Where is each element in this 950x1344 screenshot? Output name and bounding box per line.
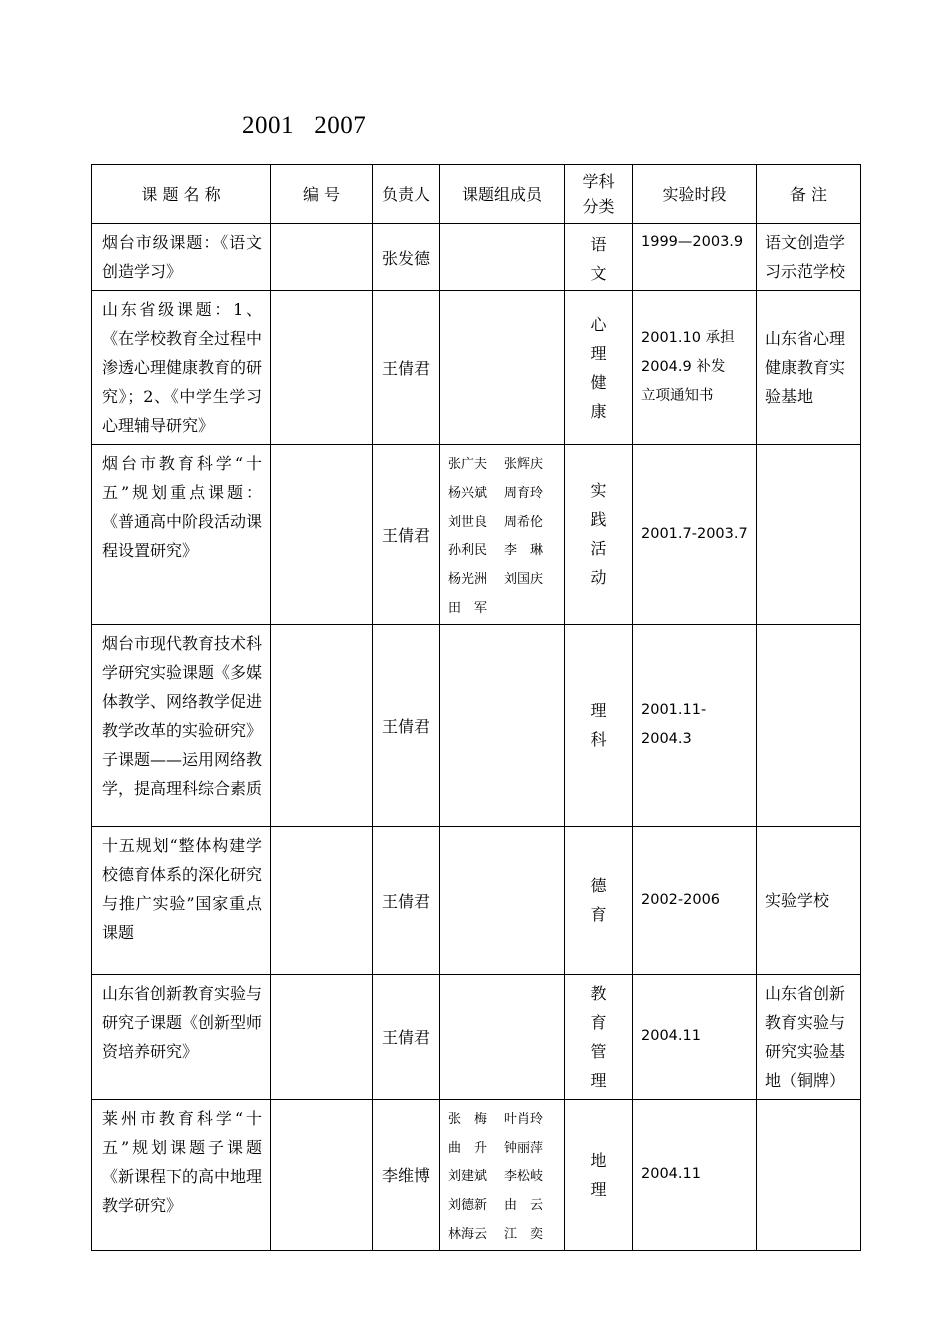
cell-note bbox=[757, 1099, 861, 1250]
cell-leader: 张发德 bbox=[373, 224, 440, 291]
cell-members bbox=[440, 224, 565, 291]
header-note: 备 注 bbox=[757, 165, 861, 224]
cell-time: 2004.11 bbox=[633, 974, 757, 1099]
member-pair: 孙利民 李 琳 bbox=[448, 543, 544, 559]
member-pair: 田 军 bbox=[448, 600, 488, 616]
table-row bbox=[92, 624, 861, 826]
cell-note: 语文创造学习示范学校 bbox=[757, 224, 861, 291]
cell-leader: 王倩君 bbox=[373, 445, 440, 625]
cell-members bbox=[440, 624, 565, 826]
project-table bbox=[91, 164, 861, 1251]
member-pair: 杨光洲 刘国庆 bbox=[448, 572, 544, 588]
table-row bbox=[92, 291, 861, 445]
member-pair: 刘世良 周希伦 bbox=[448, 514, 544, 530]
cell-members bbox=[440, 291, 565, 445]
cell-leader: 王倩君 bbox=[373, 826, 440, 974]
member-pair: 林海云 江 奕 bbox=[448, 1226, 544, 1242]
cell-time: 2002-2006 bbox=[633, 826, 757, 974]
cell-leader: 王倩君 bbox=[373, 974, 440, 1099]
cell-note bbox=[757, 624, 861, 826]
cell-code bbox=[271, 1099, 373, 1250]
cell-code bbox=[271, 624, 373, 826]
header-time: 实验时段 bbox=[633, 165, 757, 224]
cell-time: 1999—2003.9 bbox=[633, 224, 757, 291]
table-row bbox=[92, 826, 861, 974]
cell-leader: 王倩君 bbox=[373, 291, 440, 445]
cell-members bbox=[440, 1099, 565, 1250]
cell-note: 山东省创新教育实验与研究实验基地（铜牌） bbox=[757, 974, 861, 1099]
cell-members bbox=[440, 445, 565, 625]
cell-time: 2001.10 承担 2004.9 补发 立项通知书 bbox=[633, 291, 757, 445]
cell-subject: 心 理 健 康 bbox=[565, 291, 633, 445]
cell-note bbox=[757, 445, 861, 625]
cell-name: 十五规划“整体构建学校德育体系的深化研究与推广实验”国家重点课题 bbox=[92, 826, 271, 974]
page-title: 2001 2007 bbox=[242, 112, 367, 139]
table-row bbox=[92, 974, 861, 1099]
member-pair: 杨兴斌 周育玲 bbox=[448, 485, 544, 501]
header-row bbox=[92, 165, 861, 224]
table-row bbox=[92, 445, 861, 625]
cell-subject: 德 育 bbox=[565, 826, 633, 974]
cell-leader: 李维博 bbox=[373, 1099, 440, 1250]
cell-code bbox=[271, 224, 373, 291]
cell-name: 山东省创新教育实验与研究子课题《创新型师资培养研究》 bbox=[92, 974, 271, 1099]
member-pair: 刘建斌 李松岐 bbox=[448, 1169, 544, 1185]
cell-name: 山东省级课题：1、《在学校教育全过程中渗透心理健康教育的研究》；2、《中学生学习心理辅导研究》 bbox=[92, 291, 271, 445]
cell-members bbox=[440, 974, 565, 1099]
cell-time: 2004.11 bbox=[633, 1099, 757, 1250]
cell-leader: 王倩君 bbox=[373, 624, 440, 826]
member-pair: 刘德新 由 云 bbox=[448, 1198, 544, 1214]
cell-code bbox=[271, 826, 373, 974]
header-leader: 负责人 bbox=[373, 165, 440, 224]
member-pair: 张 梅 叶肖玲 bbox=[448, 1111, 544, 1127]
table-row bbox=[92, 224, 861, 291]
cell-name: 烟台市教育科学“十五”规划重点课题：《普通高中阶段活动课程设置研究》 bbox=[92, 445, 271, 625]
cell-subject: 语 文 bbox=[565, 224, 633, 291]
header-members: 课题组成员 bbox=[440, 165, 565, 224]
table-row bbox=[92, 1099, 861, 1250]
cell-subject: 教 育 管 理 bbox=[565, 974, 633, 1099]
member-pair: 曲 升 钟丽萍 bbox=[448, 1140, 544, 1156]
cell-name: 烟台市现代教育技术科学研究实验课题《多媒体教学、网络教学促进教学改革的实验研究》子课题——运用网络教学，提高理科综合素质 bbox=[92, 624, 271, 826]
cell-subject: 理 科 bbox=[565, 624, 633, 826]
cell-note: 实验学校 bbox=[757, 826, 861, 974]
cell-name: 莱州市教育科学“十五”规划课题子课题《新课程下的高中地理教学研究》 bbox=[92, 1099, 271, 1250]
header-code: 编 号 bbox=[271, 165, 373, 224]
cell-code bbox=[271, 291, 373, 445]
cell-time: 2001.7-2003.7 bbox=[633, 445, 757, 625]
cell-note: 山东省心理健康教育实验基地 bbox=[757, 291, 861, 445]
header-name: 课 题 名 称 bbox=[92, 165, 271, 224]
member-pair: 张广夫 张辉庆 bbox=[448, 457, 544, 472]
cell-name: 烟台市级课题：《语文创造学习》 bbox=[92, 224, 271, 291]
cell-code bbox=[271, 974, 373, 1099]
cell-code bbox=[271, 445, 373, 625]
cell-subject: 实 践 活 动 bbox=[565, 445, 633, 625]
cell-subject: 地 理 bbox=[565, 1099, 633, 1250]
header-subject: 学科 分类 bbox=[565, 165, 633, 224]
cell-members bbox=[440, 826, 565, 974]
cell-time: 2001.11-2004.3 bbox=[633, 624, 757, 826]
